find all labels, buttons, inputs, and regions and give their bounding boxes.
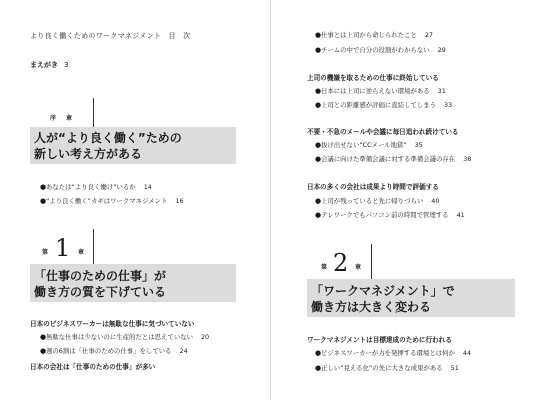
bullet-icon: ●	[315, 349, 322, 357]
toc-item-text: 正しい“見える化”の先に大きな成果がある	[321, 364, 443, 372]
toc-item-page: 40	[431, 197, 440, 205]
toc-item[interactable]	[40, 182, 152, 191]
chapter2-tag-left: 第	[321, 264, 328, 271]
prologue-title-line2: 新しい考え方がある	[34, 147, 143, 161]
bullet-icon: ●	[315, 46, 322, 54]
toc-item-page: 51	[450, 364, 459, 372]
chapter1-title[interactable]	[34, 268, 166, 300]
toc-item[interactable]	[315, 140, 423, 149]
toc-item-page: 24	[179, 347, 188, 355]
toc-item-text: 上司が残っていると先に帰りづらい	[321, 197, 424, 205]
toc-item-text: チームの中で自分の役割がわからない	[321, 46, 430, 54]
bullet-icon: ●	[315, 364, 322, 372]
toc-item-text: 抜け出せない“CCメール地獄”	[321, 141, 407, 149]
chapter2-title-line1: 「ワークマネジメント」で	[311, 284, 455, 298]
bullet-icon: ●	[315, 141, 322, 149]
chapter1-title-line1: 「仕事のための仕事」が	[34, 269, 167, 283]
bullet-icon: ●	[315, 31, 322, 39]
bullet-icon: ●	[315, 155, 322, 163]
bullet-icon: ●	[315, 211, 322, 219]
toc-item-page: 41	[456, 211, 465, 219]
section-heading[interactable]: 上司の機嫌を取るための仕事に終始している	[307, 74, 439, 82]
toc-item-text: 仕事とは上司から命じられたこと	[321, 31, 417, 39]
right-page	[271, 0, 543, 400]
preface-entry[interactable]	[30, 60, 68, 70]
toc-item-text: 週の6割は「仕事のための仕事」をしている	[46, 347, 172, 355]
chapter2-number: 2	[333, 249, 349, 277]
chapter1-number: 1	[55, 234, 71, 262]
bullet-icon: ●	[315, 197, 322, 205]
toc-item-page: 44	[462, 349, 472, 357]
toc-item-text: あなたは“より良く働け”いるか	[46, 183, 136, 191]
chapter2-tag-right: 章	[355, 264, 362, 271]
bullet-icon: ●	[40, 347, 47, 355]
toc-item-page: 14	[143, 183, 152, 191]
toc-item[interactable]	[40, 196, 184, 205]
toc-item-page: 29	[437, 46, 446, 54]
left-page	[0, 0, 270, 400]
section-heading[interactable]: 日本の会社は「仕事のための仕事」が多い	[30, 363, 156, 371]
toc-item-page: 20	[200, 333, 210, 341]
chapter1-tag-left: 第	[42, 249, 49, 256]
toc-item-text: 上司との距離感が評価に直結してしまう	[321, 101, 437, 109]
toc-item-page: 27	[424, 31, 433, 39]
toc-item-text: 日本には上司に逆らえない環境がある	[321, 87, 430, 95]
bullet-icon: ●	[40, 333, 47, 341]
toc-item-text: テレワークでもパソコン前の時間で管理する	[321, 211, 449, 219]
toc-item-page: 31	[437, 87, 446, 95]
prologue-tag: 序章	[50, 115, 83, 122]
section-heading[interactable]: 日本のビジネスワーカーは無駄な仕事に気づいていない	[30, 320, 195, 328]
toc-item[interactable]	[315, 210, 465, 219]
toc-item[interactable]	[315, 154, 471, 163]
toc-item-page: 33	[444, 101, 453, 109]
toc-item-page: 38	[463, 155, 472, 163]
running-head: より良く働くためのワークマネジメント 目 次	[30, 32, 191, 40]
toc-item-text: 会議に向けた準備会議に対する準備会議の存在	[321, 155, 456, 163]
toc-item-page: 35	[414, 141, 423, 149]
toc-item[interactable]	[315, 363, 459, 372]
preface-page: 3	[64, 61, 69, 69]
toc-item-text: 無駄な仕事は少ないのに生産的だとは思えていない	[46, 333, 193, 341]
chapter2-title[interactable]	[311, 283, 455, 315]
bullet-icon: ●	[315, 87, 322, 95]
bullet-icon: ●	[315, 101, 322, 109]
toc-item-text: ビジネスワーカーが力を発揮する環境とは何か	[321, 349, 455, 357]
toc-item[interactable]	[315, 100, 452, 109]
section-heading[interactable]: 日本の多くの会社は成果より時間で評価する	[307, 183, 439, 191]
bullet-icon: ●	[40, 197, 47, 205]
toc-item-text: “より良く働く”カギはワークマネジメント	[46, 197, 168, 205]
chapter2-title-line2: 働き方は大きく変わる	[311, 300, 432, 314]
preface-label: まえがき	[30, 61, 58, 69]
bullet-icon: ●	[40, 183, 47, 191]
toc-item[interactable]	[40, 332, 209, 341]
toc-item[interactable]	[315, 30, 433, 39]
section-heading[interactable]: 不要・不急のメールや会議に毎日追われ続けている	[307, 128, 459, 136]
toc-item[interactable]	[315, 348, 471, 357]
chapter1-title-line2: 働き方の質を下げている	[34, 285, 167, 299]
prologue-title[interactable]	[34, 130, 182, 162]
toc-item[interactable]	[315, 45, 446, 54]
chapter1-tag-right: 章	[78, 249, 85, 256]
toc-item[interactable]	[315, 86, 446, 95]
prologue-title-line1: 人が“より良く働く”ための	[34, 131, 182, 145]
toc-item[interactable]	[315, 196, 439, 205]
toc-item[interactable]	[40, 346, 188, 355]
section-heading[interactable]: ワークマネジメントは目標達成のために行われる	[307, 336, 452, 344]
toc-item-page: 16	[175, 197, 184, 205]
